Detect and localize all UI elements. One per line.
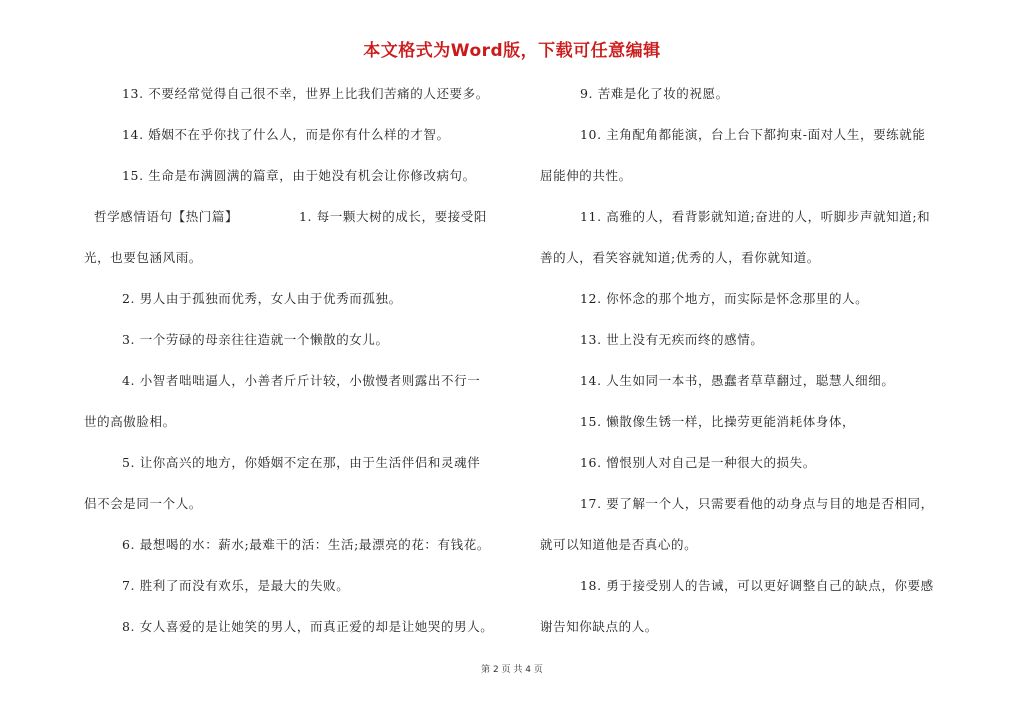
text-line: 13. 不要经常觉得自己很不幸，世界上比我们苦痛的人还要多。	[122, 86, 489, 101]
text-line: 谢告知你缺点的人。	[540, 619, 658, 634]
text-line: 4. 小智者咄咄逼人，小善者斤斤计较，小傲慢者则露出不行一	[122, 373, 481, 388]
text-line: 5. 让你高兴的地方，你婚姻不定在那，由于生活伴侣和灵魂伴	[122, 455, 481, 470]
text-line: 18. 勇于接受别人的告诫，可以更好调整自己的缺点，你要感	[580, 578, 934, 593]
text-line: 2. 男人由于孤独而优秀，女人由于优秀而孤独。	[122, 291, 402, 306]
right-column	[540, 80, 954, 654]
text-line: 善的人，看笑容就知道;优秀的人，看你就知道。	[540, 250, 820, 265]
text-line: 光，也要包涵风雨。	[84, 250, 202, 265]
text-line: 14. 人生如同一本书，愚蠢者草草翻过，聪慧人细细。	[580, 373, 895, 388]
text-line: 15. 生命是布满圆满的篇章，由于她没有机会让你修改病句。	[122, 168, 476, 183]
text-line: 3. 一个劳碌的母亲往往造就一个懒散的女儿。	[122, 332, 389, 347]
page-footer: 第 2 页 共 4 页	[481, 665, 543, 675]
text-line: 7. 胜利了而没有欢乐，是最大的失败。	[122, 578, 350, 593]
text-line: 6. 最想喝的水：薪水;最难干的活：生活;最漂亮的花：有钱花。	[122, 537, 490, 552]
text-line: 就可以知道他是否真心的。	[540, 537, 698, 552]
text-line: 8. 女人喜爱的是让她笑的男人，而真正爱的却是让她哭的男人。	[122, 619, 494, 634]
text-line: 屈能伸的共性。	[540, 168, 632, 183]
text-line: 侣不会是同一个人。	[84, 496, 202, 511]
text-line: 12. 你怀念的那个地方，而实际是怀念那里的人。	[580, 291, 869, 306]
text-line: 15. 懒散像生锈一样，比操劳更能消耗体身体，	[580, 414, 856, 429]
left-column	[84, 80, 524, 654]
section-heading: 哲学感情语句【热门篇】	[94, 209, 239, 224]
text-line: 17. 要了解一个人，只需要看他的动身点与目的地是否相同，	[580, 496, 934, 511]
text-line: 1. 每一颗大树的成长，要接受阳	[299, 209, 488, 224]
text-line: 13. 世上没有无疾而终的感情。	[580, 332, 764, 347]
text-line: 14. 婚姻不在乎你找了什么人，而是你有什么样的才智。	[122, 127, 450, 142]
text-line: 16. 憎恨别人对自己是一种很大的损失。	[580, 455, 816, 470]
section-heading-line	[84, 203, 524, 230]
text-line: 世的高傲脸相。	[84, 414, 176, 429]
download-banner: 本文格式为Word版，下载可任意编辑	[363, 41, 661, 61]
text-line: 10. 主角配角都能演，台上台下都拘束-面对人生，要练就能	[580, 127, 926, 142]
text-line: 11. 高雅的人，看背影就知道;奋进的人，听脚步声就知道;和	[580, 209, 931, 224]
text-line: 9. 苦难是化了妆的祝愿。	[580, 86, 729, 101]
